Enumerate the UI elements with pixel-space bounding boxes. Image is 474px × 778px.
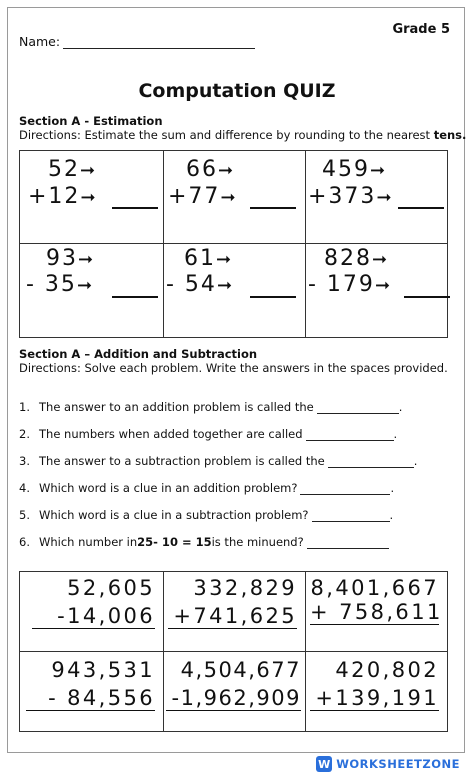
computation-top: 4,504,677 bbox=[180, 657, 301, 682]
question-text: The answer to a subtraction problem is called the bbox=[39, 454, 325, 468]
question-number: 3. bbox=[19, 454, 30, 468]
question-text: The numbers when added together are called bbox=[39, 427, 303, 441]
arrow-icon: ➞ bbox=[76, 275, 93, 296]
answer-blank[interactable] bbox=[317, 402, 399, 414]
computation-bottom: - 84,556 bbox=[26, 686, 155, 711]
computation-bottom: -14,006 bbox=[32, 604, 155, 629]
answer-blank[interactable] bbox=[404, 296, 450, 298]
question-text: Which word is a clue in an addition problem? bbox=[39, 481, 298, 495]
arrow-icon: ➞ bbox=[216, 275, 233, 296]
question-number: 4. bbox=[19, 481, 30, 495]
computation-cell bbox=[164, 652, 306, 732]
question-item: 1. The answer to an addition problem is called the . bbox=[19, 400, 403, 414]
question-item bbox=[19, 535, 389, 549]
computation-cell bbox=[20, 652, 164, 732]
estimation-cell bbox=[306, 151, 447, 244]
grade-label: Grade 5 bbox=[392, 22, 450, 37]
question-number: 5. bbox=[19, 508, 30, 522]
arrow-icon: ➞ bbox=[216, 249, 232, 270]
computation-bottom: + 758,611 bbox=[310, 600, 443, 624]
name-row bbox=[19, 34, 255, 49]
answer-blank[interactable] bbox=[328, 456, 414, 468]
estimation-cell bbox=[306, 244, 447, 337]
estimation-top: 52➞ bbox=[48, 157, 96, 182]
computation-bottom: -1,962,909 bbox=[166, 686, 301, 711]
estimation-top: 828➞ bbox=[324, 246, 388, 271]
w-logo-icon: W bbox=[318, 757, 331, 771]
name-label: Name: bbox=[19, 34, 61, 49]
answer-blank[interactable] bbox=[312, 510, 390, 522]
arrow-icon: ➞ bbox=[80, 160, 96, 181]
arrow-icon: ➞ bbox=[374, 275, 391, 296]
section-add-sub-directions: Directions: Solve each problem. Write the answers in the spaces provided. bbox=[19, 361, 448, 375]
name-input-line[interactable] bbox=[63, 35, 255, 49]
question-text: The answer to an addition problem is called the bbox=[39, 400, 314, 414]
estimation-bottom: +77➞ bbox=[168, 184, 236, 209]
estimation-top: 66➞ bbox=[186, 157, 234, 182]
answer-blank[interactable] bbox=[112, 207, 158, 209]
directions-bold: tens. bbox=[433, 128, 467, 142]
estimation-top: 61➞ bbox=[184, 246, 232, 271]
logo-text: WORKSHEETZONE bbox=[336, 757, 460, 771]
estimation-bottom: - 35➞ bbox=[26, 272, 93, 297]
page-title: Computation QUIZ bbox=[138, 80, 336, 102]
estimation-cell bbox=[20, 151, 164, 244]
computation-top: 420,802 bbox=[335, 657, 439, 682]
computation-top: 8,401,667 bbox=[310, 576, 439, 600]
question-number: 6. bbox=[19, 535, 30, 549]
estimation-top: 459➞ bbox=[322, 157, 386, 182]
answer-blank[interactable] bbox=[306, 429, 394, 441]
arrow-icon: ➞ bbox=[80, 187, 96, 208]
computation-top: 943,531 bbox=[51, 657, 155, 682]
directions-text: Directions: Estimate the sum and difference by rounding to the nearest bbox=[19, 128, 434, 142]
arrow-icon: ➞ bbox=[78, 249, 94, 270]
answer-blank[interactable] bbox=[307, 537, 389, 549]
estimation-bottom: +12➞ bbox=[28, 184, 96, 209]
computation-grid bbox=[19, 571, 448, 732]
answer-blank[interactable] bbox=[250, 207, 296, 209]
arrow-icon: ➞ bbox=[376, 187, 392, 208]
question-equation: 25- 10 = 15 bbox=[137, 535, 212, 549]
arrow-icon: ➞ bbox=[370, 160, 386, 181]
question-item: 3. The answer to a subtraction problem is called the . bbox=[19, 454, 418, 468]
computation-cell bbox=[306, 572, 447, 652]
estimation-top: 93➞ bbox=[46, 246, 94, 271]
question-item: 2. The numbers when added together are called . bbox=[19, 427, 398, 441]
question-item: 4. Which word is a clue in an addition problem? . bbox=[19, 481, 395, 495]
arrow-icon: ➞ bbox=[220, 187, 236, 208]
question-item: 5. Which word is a clue in a subtraction problem? . bbox=[19, 508, 394, 522]
answer-blank[interactable] bbox=[300, 483, 390, 495]
computation-cell bbox=[306, 652, 447, 732]
estimation-grid bbox=[19, 150, 448, 338]
question-number: 2. bbox=[19, 427, 30, 441]
answer-blank[interactable] bbox=[250, 296, 296, 298]
arrow-icon: ➞ bbox=[372, 249, 388, 270]
estimation-bottom: - 54➞ bbox=[166, 272, 233, 297]
question-text: Which word is a clue in a subtraction problem? bbox=[39, 508, 309, 522]
answer-blank[interactable] bbox=[398, 207, 444, 209]
arrow-icon: ➞ bbox=[218, 160, 234, 181]
question-text: Which number in bbox=[39, 535, 138, 549]
worksheetzone-logo bbox=[316, 756, 460, 772]
computation-top: 52,605 bbox=[67, 576, 155, 600]
computation-top: 332,829 bbox=[193, 576, 297, 600]
estimation-cell bbox=[164, 151, 306, 244]
computation-bottom: +139,191 bbox=[310, 686, 439, 711]
answer-blank[interactable] bbox=[112, 296, 158, 298]
estimation-cell bbox=[20, 244, 164, 337]
section-estimation-directions bbox=[19, 128, 466, 142]
estimation-bottom: - 179➞ bbox=[308, 272, 391, 297]
computation-bottom: +741,625 bbox=[168, 604, 297, 629]
computation-cell bbox=[164, 572, 306, 652]
computation-cell bbox=[20, 572, 164, 652]
question-text: is the minuend? bbox=[211, 535, 304, 549]
section-add-sub-title: Section A – Addition and Subtraction bbox=[19, 347, 258, 361]
section-estimation-title: Section A - Estimation bbox=[19, 114, 163, 128]
question-number: 1. bbox=[19, 400, 30, 414]
estimation-cell bbox=[164, 244, 306, 337]
estimation-bottom: +373➞ bbox=[308, 184, 392, 209]
